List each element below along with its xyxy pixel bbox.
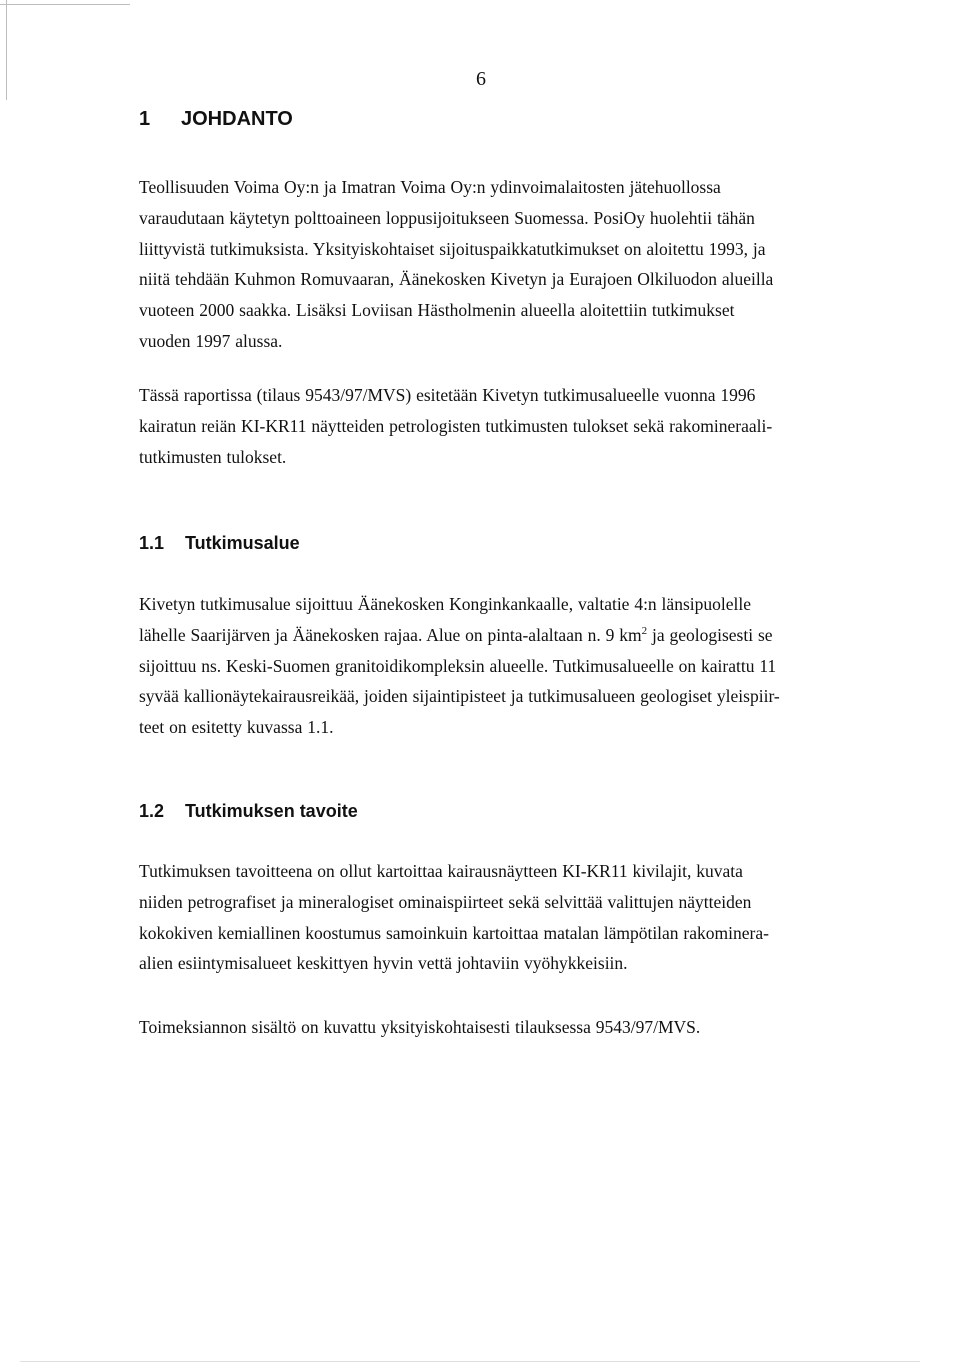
- text-line: syvää kallionäytekairausreikää, joiden sijaintipisteet ja tutkimusalueen geologiset yleispiir-: [139, 686, 780, 707]
- text-line: kairatun reiän KI-KR11 näytteiden petrologisten tutkimusten tulokset sekä rakomineraali-: [139, 415, 773, 436]
- section-title: Tutkimusalue: [185, 533, 300, 553]
- section-heading-johdanto: [139, 108, 293, 131]
- text-line: niiden petrografiset ja mineralogiset ominaispiirteet sekä selvittää valittujen näytteiden: [139, 891, 752, 912]
- text-fragment: ja geologisesti se: [647, 624, 773, 645]
- page-number: 6: [476, 68, 486, 90]
- text-line: teet on esitetty kuvassa 1.1.: [139, 717, 334, 738]
- superscript-exponent: 2: [641, 624, 648, 637]
- text-line: kokokiven kemiallinen koostumus samoinkuin kartoittaa matalan lämpötilan rakominera-: [139, 922, 769, 943]
- paragraph-study-area: [139, 589, 829, 743]
- text-line: sijoittuu ns. Keski-Suomen granitoidikompleksin alueelle. Tutkimusalueelle on kairattu 11: [139, 655, 777, 676]
- text-line: [139, 620, 829, 651]
- text-line: niitä tehdään Kuhmon Romuvaaran, Äänekosken Kivetyn ja Eurajoen Olkiluodon alueilla: [139, 269, 774, 290]
- text-line: Toimeksiannon sisältö on kuvattu yksityiskohtaisesti tilauksessa 9543/97/MVS.: [139, 1017, 701, 1037]
- section-title: JOHDANTO: [181, 108, 293, 130]
- section-number: 1.1: [139, 533, 165, 553]
- section-heading-tutkimusalue: [139, 533, 300, 554]
- text-line: vuoden 1997 alussa.: [139, 330, 283, 351]
- section-number: 1: [139, 108, 151, 130]
- text-line: Kivetyn tutkimusalue sijoittuu Äänekosken Konginkankaalle, valtatie 4:n länsipuolelle: [139, 594, 751, 614]
- section-title: Tutkimuksen tavoite: [185, 801, 358, 821]
- paragraph-report-scope: [139, 380, 829, 472]
- section-number: 1.2: [139, 801, 165, 821]
- text-fragment: lähelle Saarijärven ja Äänekosken rajaa. Alue on pinta-alaltaan n. 9 km: [139, 624, 642, 645]
- paragraph-intro: [139, 172, 829, 357]
- paragraph-commission: [139, 1012, 829, 1043]
- section-heading-tutkimuksen-tavoite: [139, 801, 358, 822]
- text-line: Teollisuuden Voima Oy:n ja Imatran Voima Oy:n ydinvoimalaitosten jätehuollossa: [139, 177, 721, 197]
- scan-edge-left: [6, 0, 7, 100]
- text-line: Tässä raportissa (tilaus 9543/97/MVS) esitetään Kivetyn tutkimusalueelle vuonna 1996: [139, 385, 756, 405]
- text-line: alien esiintymisalueet keskittyen hyvin vettä johtaviin vyöhykkeisiin.: [139, 953, 628, 974]
- text-line: varaudutaan käytetyn polttoaineen loppusijoitukseen Suomessa. PosiOy huolehtii tähän: [139, 207, 755, 228]
- paragraph-objective: [139, 856, 829, 979]
- scan-edge-bottom: [20, 1361, 920, 1362]
- text-line: vuoteen 2000 saakka. Lisäksi Loviisan Hästholmenin alueella aloitettiin tutkimukset: [139, 300, 735, 321]
- scan-edge-top: [0, 4, 130, 5]
- text-line: liittyvistä tutkimuksista. Yksityiskohtaiset sijoituspaikkatutkimukset on aloitettu 1993, ja: [139, 238, 766, 259]
- text-line: Tutkimuksen tavoitteena on ollut kartoittaa kairausnäytteen KI-KR11 kivilajit, kuvata: [139, 861, 743, 881]
- text-line: tutkimusten tulokset.: [139, 446, 287, 467]
